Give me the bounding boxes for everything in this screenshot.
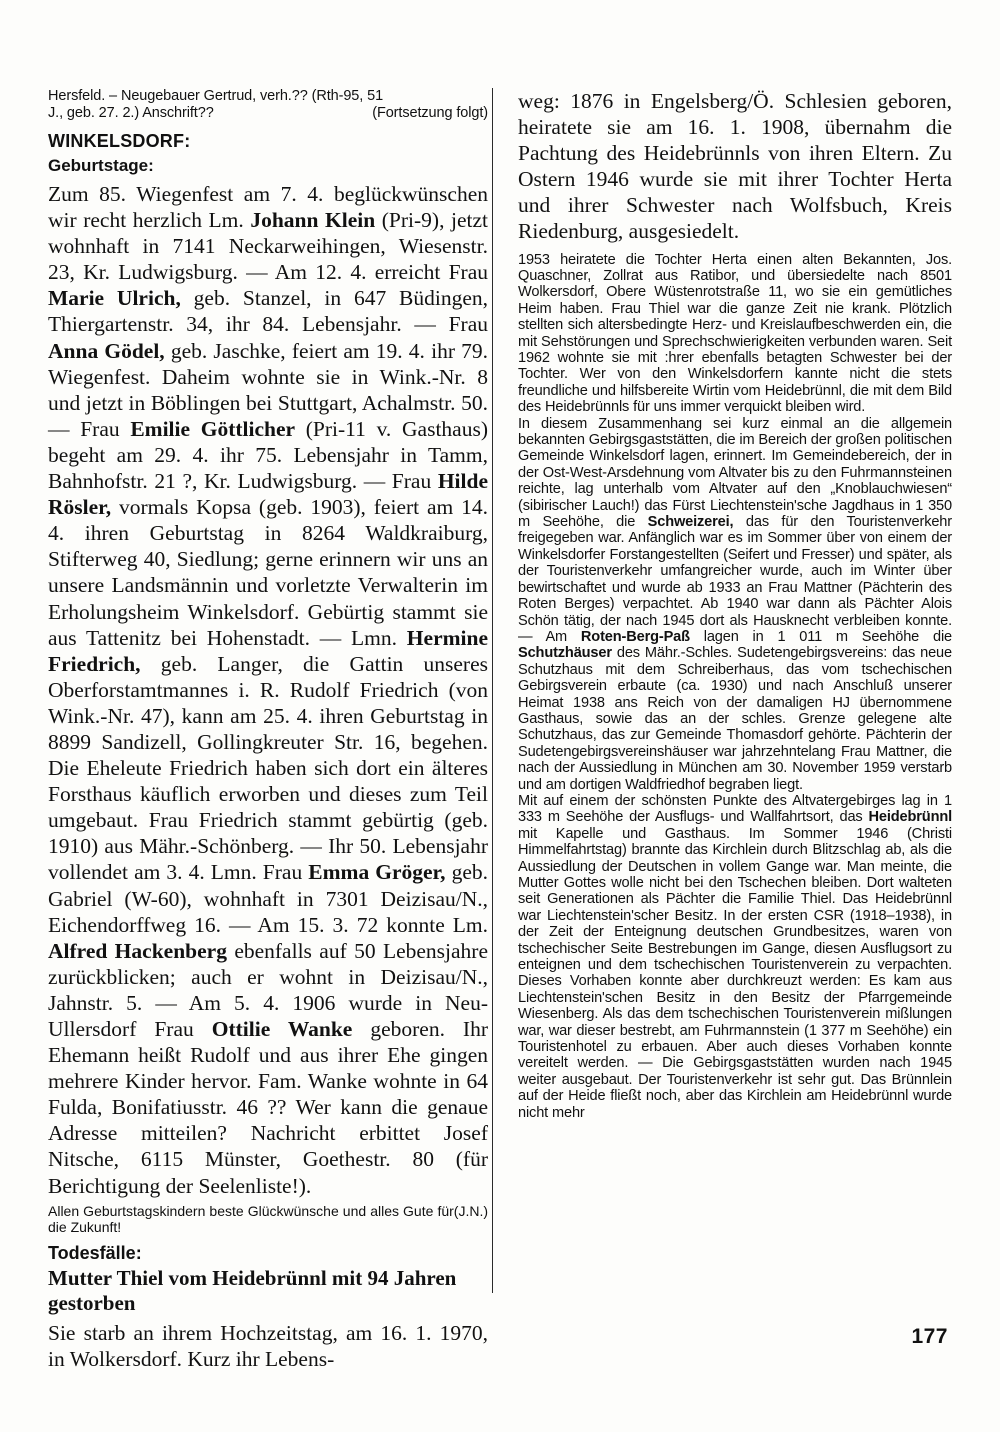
subsection-title-deaths: Todesfälle:: [48, 1242, 142, 1263]
left-column: [48, 88, 489, 1371]
continuation-line-1: Hersfeld. – Neugebauer Gertrud, verh.?? (Rth-95, 51: [48, 88, 384, 104]
paragraph: In diesem Zusammenhang sei kurz einmal an die allgemein bekannten Gebirgsgaststätten, die im Bereich der großen politischen Gemeinde Winkelsdorf lagen, erinnert. Im Gemeindebereich, der in der Ost-West-Arsdehnung vom Altvater bis zu den Fuhrmannsteinen reichte, lag unterhalb vom Altvater auf den „Knoblauchwiesen“ (sibirischer Lauch!) das Fürst Liechtenstein'sche Jagdhaus in 1 350 m Seehöhe, die Schweizerei, das für den Touristenverkehr freigegeben war. Anfänglich war es im Sommer über von einem der Winkelsdorfer Forstangestellten (Seifert und Fresser) und später, als der Touristenverkehr umfangreicher wurde, auch im Winter über bewirtschaftet und wurde ab 1933 an Frau Mattner (Pächterin des Roten Berges) verpachtet. Ab 1940 war dann als Pächter Alois Schön tätig, der nach 1945 dort als Hausknecht verbleiben konnte. — Am Roten-Berg-Paß lagen in 1 011 m Seehöhe die Schutzhäuser des Mähr.-Schles. Sudetengebirgsvereins: das neue Schutzhaus mit dem Schreiberhaus, das vom tschechischen Gebirgsverein erbaute (ca. 1930) und nach Anschluß unserer Heimat 1938 ans Reich von der damaligen HJ übernommene Gasthaus, sowie das an der schles. Grenze gelegene alte Schutzhaus, das zur Gemeinde Thomasdorf gehörte. Pächterin der Sudetengebirgsvereinshäuser war jahrzehntelang Frau Mattner, die nach der Aussiedlung in München am 30. November 1959 verstarb und am dortigen Waldfriedhof begraben liegt.: [518, 415, 953, 793]
page-number: 177: [911, 1325, 948, 1348]
section-title: WINKELSDORF:: [48, 131, 191, 151]
paragraph: Mit auf einem der schönsten Punkte des Altvatergebirges lag in 1 333 m Seehöhe der Ausflugs- und Wallfahrtsort, das Heidebrünnl mit Kapelle und Gasthaus. Im Sommer 1946 (Christi Himmelfahrtstag) brannte das Kirchlein durch Blitzschlag ab, als die Aussiedlung der Deutschen in vollem Gange war. Man meinte, die Mutter Gottes wolle nicht bei den Tschechen bleiben. Dort walteten seit Generationen als Pächter die Familie Thiel. Das Heidebrünnl war Liechtenstein'scher Besitz. In der ersten CSR (1918–1938), in der Zeit der Enteignung deutschen Grundbesitzes, waren von tschechischer Seite Bestrebungen im Gange, diesen Ausflugsort zu enteignen und dem tschechischen Touristenverein zu verpachten. Dieses Vorhaben konnte aber durchkreuzt werden: Es kam aus Liechtenstein'schen Besitz in den Besitz der Pfarrgemeinde Wiesenberg. Als das dem tschechischen Touristenverein mißlungen war, war dieser bestrebt, am Fuhrmannstein (1 377 m Seehöhe) ein Touristenhotel zu erbauen. Aber auch dieses Vorhaben konnte vereitelt werden. — Die Gebirgsgaststätten wurden nach 1945 weiter ausgebaut. Der Touristenverkehr ist sehr gut. Das Brünnlein auf der Heide fließt noch, aber das Kirchlein am Heidebrünnl wurde nicht mehr: [518, 792, 952, 1121]
paragraph: 1953 heiratete die Tochter Herta einen alten Bekannten, Jos. Quaschner, Zollrat aus Ratibor, und übersiedelte nach 8501 Wolkersdorf, Obere Wüstenrotstraße 11, wo sie ein gemütliches Heim haben. Frau Thiel war die ganze Zeit nie krank. Plötzlich stellten sich altersbedingte Herz- und Kreislaufbeschwerden ein, die mit Sehstörungen und Sprechschwierigkeiten verbunden waren. Seit 1962 wohnte sie mit :hrer ebenfalls betagten Schwester bei der Tochter. Wer von den Winkelsdorfern kannte nicht die stets freundliche und hilfsbereite Wirtin vom Heidebrünnl, die mit dem Bild des Heidebrünnls für uns immer verquickt bleiben wird.: [518, 251, 952, 416]
continuation-line-2: J., geb. 27. 2.) Anschrift??: [48, 104, 214, 121]
continuation-header: [48, 88, 488, 121]
birthday-wishes-note: [48, 1203, 488, 1236]
obituary-headline: Mutter Thiel vom Heidebrünnl mit 94 Jahren gestorben: [48, 1265, 457, 1315]
note-signature: (J.N.): [453, 1202, 488, 1219]
note-text: Allen Geburtstagskindern beste Glückwünsche und alles Gute für die Zukunft!: [48, 1202, 454, 1236]
birthdays-text: Zum 85. Wiegenfest am 7. 4. beglückwünschen wir recht herzlich Lm. Johann Klein (Pri-9), jetzt wohnhaft in 7141 Neckarweihingen, Wiesenstr. 23, Kr. Ludwigsburg. — Am 12. 4. erreicht Frau Marie Ulrich, geb. Stanzel, in 647 Büdingen, Thiergartenstr. 34, ihr 84. Lebensjahr. — Frau Anna Gödel, geb. Jaschke, feiert am 19. 4. ihr 79. Wiegenfest. Daheim wohnte sie in Wink.-Nr. 8 und jetzt in Böblingen bei Stuttgart, Achalmstr. 50. — Frau Emilie Göttlicher (Pri-11 v. Gasthaus) begeht am 29. 4. ihr 75. Lebensjahr in Tamm, Bahnhofstr. 21 ?, Kr. Ludwigsburg. — Frau Hilde Rösler, vormals Kopsa (geb. 1903), feiert am 14. 4. ihren Geburtstag in 8264 Waldkraiburg, Stifterweg 40, Siedlung; gerne erinnern wir uns an unsere Landsmännin und vorletzte Verwalterin im Erholungsheim Winkelsdorf. Gebürtig stammt sie aus Tattenitz bei Hohenstadt. — Lmn. Hermine Friedrich, geb. Langer, die Gattin unseres Oberforstamtmannes i. R. Rudolf Friedrich (von Wink.-Nr. 47), kann am 25. 4. ihren Geburtstag in 8899 Sandizell, Gollingkreuter Str. 16, begehen. Die Eheleute Friedrich haben sich dort ein älteres Forsthaus käuflich erworben und dieses zum Teil umgebaut. Frau Friedrich stammt gebürtig (geb. 1910) aus Mähr.-Schönberg. — Ihr 50. Lebensjahr vollendet am 3. 4. Lmn. Frau Emma Gröger, geb. Gabriel (W-60), wohnhaft in 7301 Deizisau/N., Eichendorffweg 16. — Am 15. 3. 72 konnte Lm. Alfred Hackenberg ebenfalls auf 50 Lebensjahre zurückblicken; auch er wohnt in Deizisau/N., Jahnstr. 5. — Am 5. 4. 1906 wurde in Neu-Ullersdorf Frau Ottilie Wanke geboren. Ihr Ehemann heißt Rudolf und aus ihrer Ehe gingen mehrere Kinder hervor. Fam. Wanke wohnte in 64 Fulda, Bonifatiusstr. 46 ?? Wer kann die genaue Adresse mitteilen? Nachricht erbittet Josef Nitsche, 6115 Münster, Goethestr. 80 (für Berichtigung der Seelenliste!).: [48, 182, 489, 1198]
obituary-continuation: weg: 1876 in Engelsberg/Ö. Schlesien geboren, heiratete sie am 16. 1. 1908, übernahm die Pachtung des Heidebrünnls von ihren Eltern. Zu Ostern 1946 wurde sie mit ihrer Tochter Herta und ihrer Schwester nach Wolfsbuch, Kreis Riedenburg, ausgesiedelt.: [518, 89, 952, 244]
obituary-text: Sie starb an ihrem Hochzeitstag, am 16. 1. 1970, in Wolkersdorf. Kurz ihr Lebens-: [48, 1320, 488, 1371]
continuation-note: (Fortsetzung folgt): [372, 104, 488, 121]
history-text: [518, 252, 952, 1122]
subsection-title-birthdays: Geburtstage:: [48, 156, 154, 175]
right-column: [518, 88, 952, 1308]
